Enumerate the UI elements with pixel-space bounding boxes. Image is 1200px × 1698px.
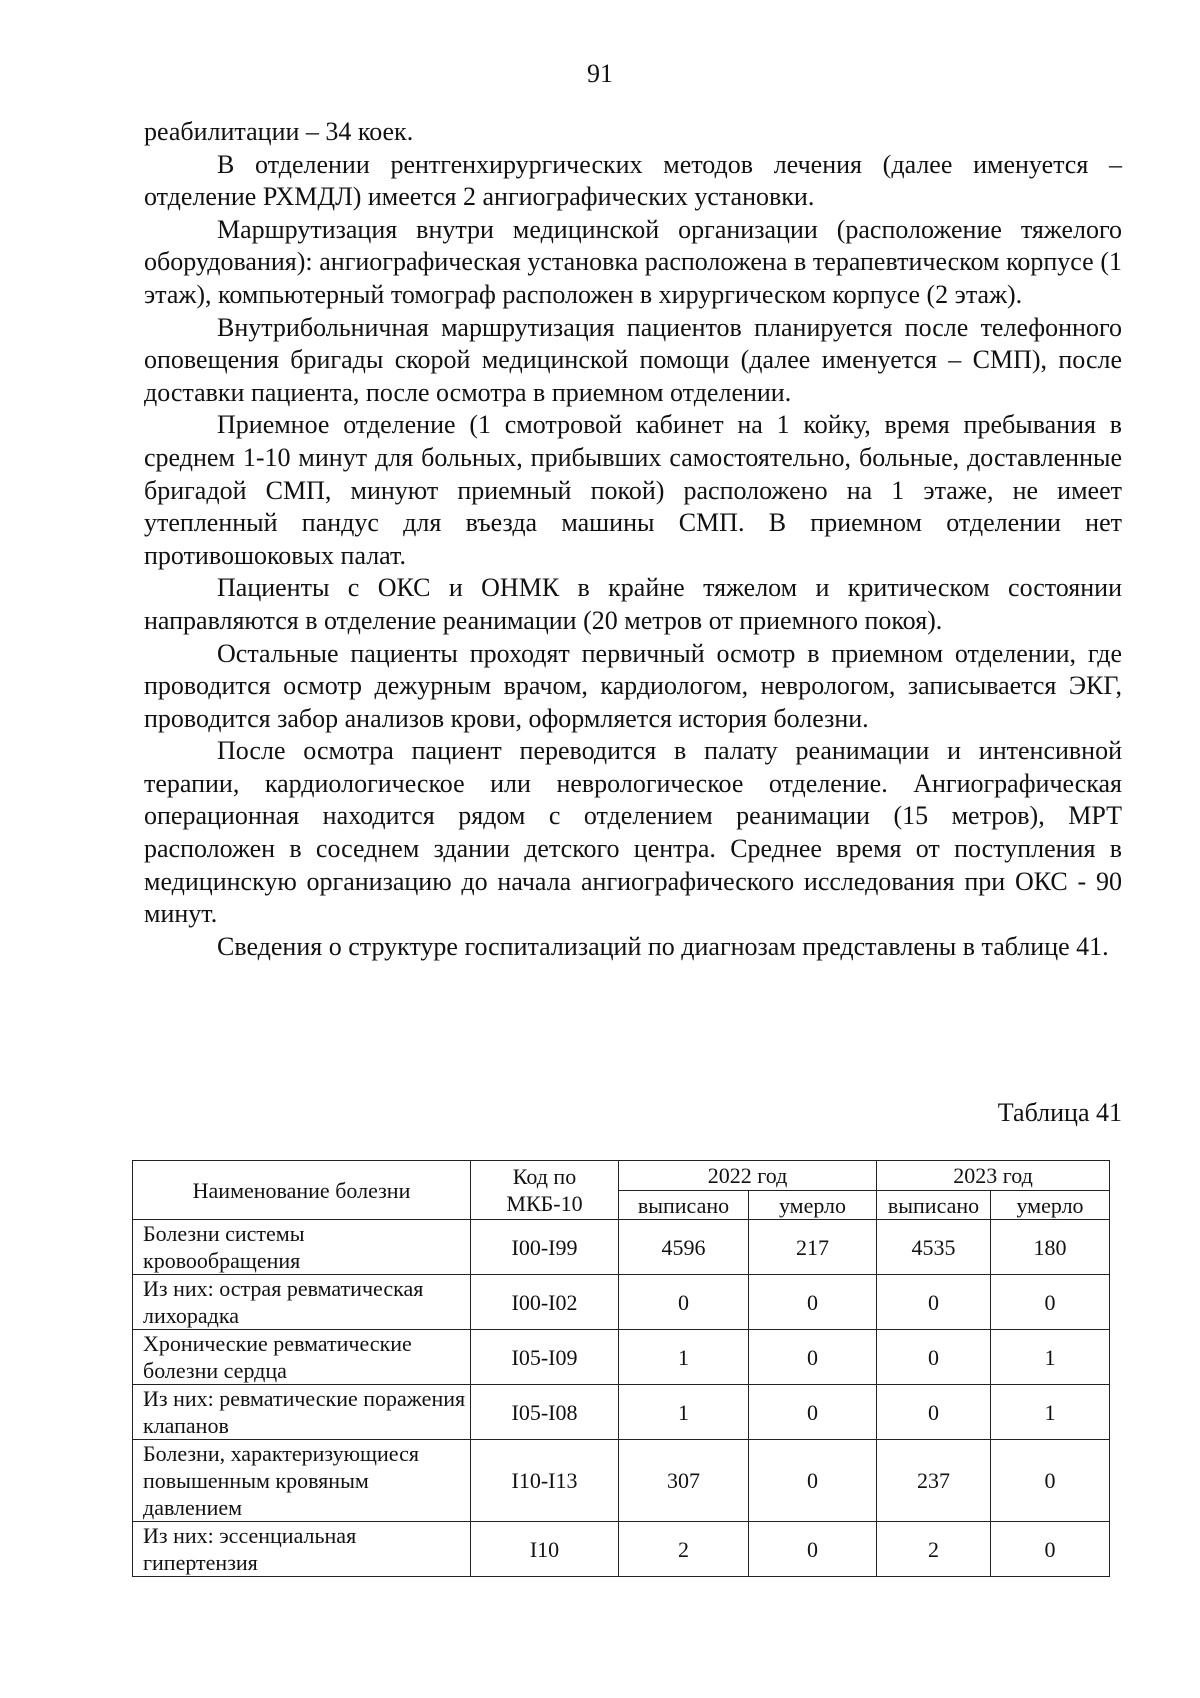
paragraph: реабилитации – 34 коек.: [144, 117, 414, 146]
disease-name-cell: Из них: острая ревматическая лихорадка: [133, 1275, 471, 1330]
discharged-2023-cell: 4535: [877, 1220, 991, 1275]
discharged-2022-cell: 4596: [619, 1220, 749, 1275]
discharged-2022-cell: 1: [619, 1385, 749, 1440]
disease-name-cell: Из них: ревматические поражения клапанов: [133, 1385, 471, 1440]
header-year-2023: 2023 год: [877, 1161, 1110, 1191]
table-row: [133, 1440, 1110, 1522]
header-discharged-2023: выписано: [877, 1191, 991, 1220]
disease-name-cell: Из них: эссенциальная гипертензия: [133, 1522, 471, 1577]
died-2022-cell: 0: [749, 1385, 877, 1440]
table-row: [133, 1522, 1110, 1577]
disease-name-cell: Болезни системы кровообращения: [133, 1220, 471, 1275]
header-disease-name: Наименование болезни: [133, 1161, 471, 1220]
died-2023-cell: 180: [991, 1220, 1110, 1275]
discharged-2023-cell: 237: [877, 1440, 991, 1522]
icd-code-cell: I05-I09: [471, 1330, 619, 1385]
table-caption: Таблица 41: [997, 1098, 1122, 1127]
header-died-2022: умерло: [749, 1191, 877, 1220]
paragraph: Приемное отделение (1 смотровой кабинет на 1 койку, время пребывания в среднем 1-10 минут для больных, прибывших самостоятельно, больные, доставленные бригадой СМП, минуют приемный покой) расположено на 1 этаже, не имеет утепленный пандус для въезда машины СМП. В приемном отделении нет противошоковых палат.: [144, 410, 1122, 570]
died-2022-cell: 0: [749, 1440, 877, 1522]
died-2023-cell: 1: [991, 1385, 1110, 1440]
paragraph: В отделении рентгенхирургических методов лечения (далее именуется – отделение РХМДЛ) имеется 2 ангиографических установки.: [144, 149, 1122, 212]
discharged-2023-cell: 2: [877, 1522, 991, 1577]
header-year-2022: 2022 год: [619, 1161, 877, 1191]
hospitalization-table: [132, 1160, 1110, 1577]
paragraph: Маршрутизация внутри медицинской организации (расположение тяжелого оборудования): ангиографическая установка расположена в терапевтическом корпусе (1 этаж), компьютерный томограф расположен в хирургическом корпусе (2 этаж).: [144, 214, 1122, 309]
page-number: 91: [587, 59, 613, 88]
paragraph: Остальные пациенты проходят первичный осмотр в приемном отделении, где проводится осмотр дежурным врачом, кардиологом, неврологом, записывается ЭКГ, проводится забор анализов крови, оформляется история болезни.: [144, 638, 1122, 733]
header-died-2023: умерло: [991, 1191, 1110, 1220]
header-discharged-2022: выписано: [619, 1191, 749, 1220]
died-2023-cell: 1: [991, 1330, 1110, 1385]
table-row: [133, 1385, 1110, 1440]
died-2023-cell: 0: [991, 1275, 1110, 1330]
icd-code-cell: I10: [471, 1522, 619, 1577]
paragraph: После осмотра пациент переводится в палату реанимации и интенсивной терапии, кардиологическое или неврологическое отделение. Ангиографическая операционная находится рядом с отделением реанимации (15 метров), МРТ расположен в соседнем здании детского центра. Среднее время от поступления в медицинскую организацию до начала ангиографического исследования при ОКС - 90 минут.: [144, 736, 1122, 929]
table-row: [133, 1275, 1110, 1330]
icd-code-cell: I05-I08: [471, 1385, 619, 1440]
table-row: [133, 1330, 1110, 1385]
discharged-2023-cell: 0: [877, 1275, 991, 1330]
died-2022-cell: 0: [749, 1330, 877, 1385]
table-header-row: [133, 1161, 1110, 1191]
header-icd-code: Код по МКБ-10: [471, 1161, 619, 1220]
discharged-2023-cell: 0: [877, 1330, 991, 1385]
died-2022-cell: 0: [749, 1275, 877, 1330]
paragraph: Сведения о структуре госпитализаций по диагнозам представлены в таблице 41.: [217, 931, 1109, 961]
discharged-2022-cell: 1: [619, 1330, 749, 1385]
discharged-2022-cell: 2: [619, 1522, 749, 1577]
table-row: [133, 1220, 1110, 1275]
document-body: [144, 116, 1122, 963]
icd-code-cell: I00-I99: [471, 1220, 619, 1275]
disease-name-cell: Болезни, характеризующиеся повышенным кровяным давлением: [133, 1440, 471, 1522]
paragraph: Внутрибольничная маршрутизация пациентов планируется после телефонного оповещения бригады скорой медицинской помощи (далее именуется – СМП), после доставки пациента, после осмотра в приемном отделении.: [144, 312, 1122, 407]
died-2022-cell: 0: [749, 1522, 877, 1577]
icd-code-cell: I10-I13: [471, 1440, 619, 1522]
discharged-2023-cell: 0: [877, 1385, 991, 1440]
disease-name-cell: Хронические ревматические болезни сердца: [133, 1330, 471, 1385]
died-2022-cell: 217: [749, 1220, 877, 1275]
discharged-2022-cell: 307: [619, 1440, 749, 1522]
icd-code-cell: I00-I02: [471, 1275, 619, 1330]
died-2023-cell: 0: [991, 1522, 1110, 1577]
paragraph: Пациенты с ОКС и ОНМК в крайне тяжелом и критическом состоянии направляются в отделение реанимации (20 метров от приемного покоя).: [144, 573, 1122, 635]
died-2023-cell: 0: [991, 1440, 1110, 1522]
discharged-2022-cell: 0: [619, 1275, 749, 1330]
